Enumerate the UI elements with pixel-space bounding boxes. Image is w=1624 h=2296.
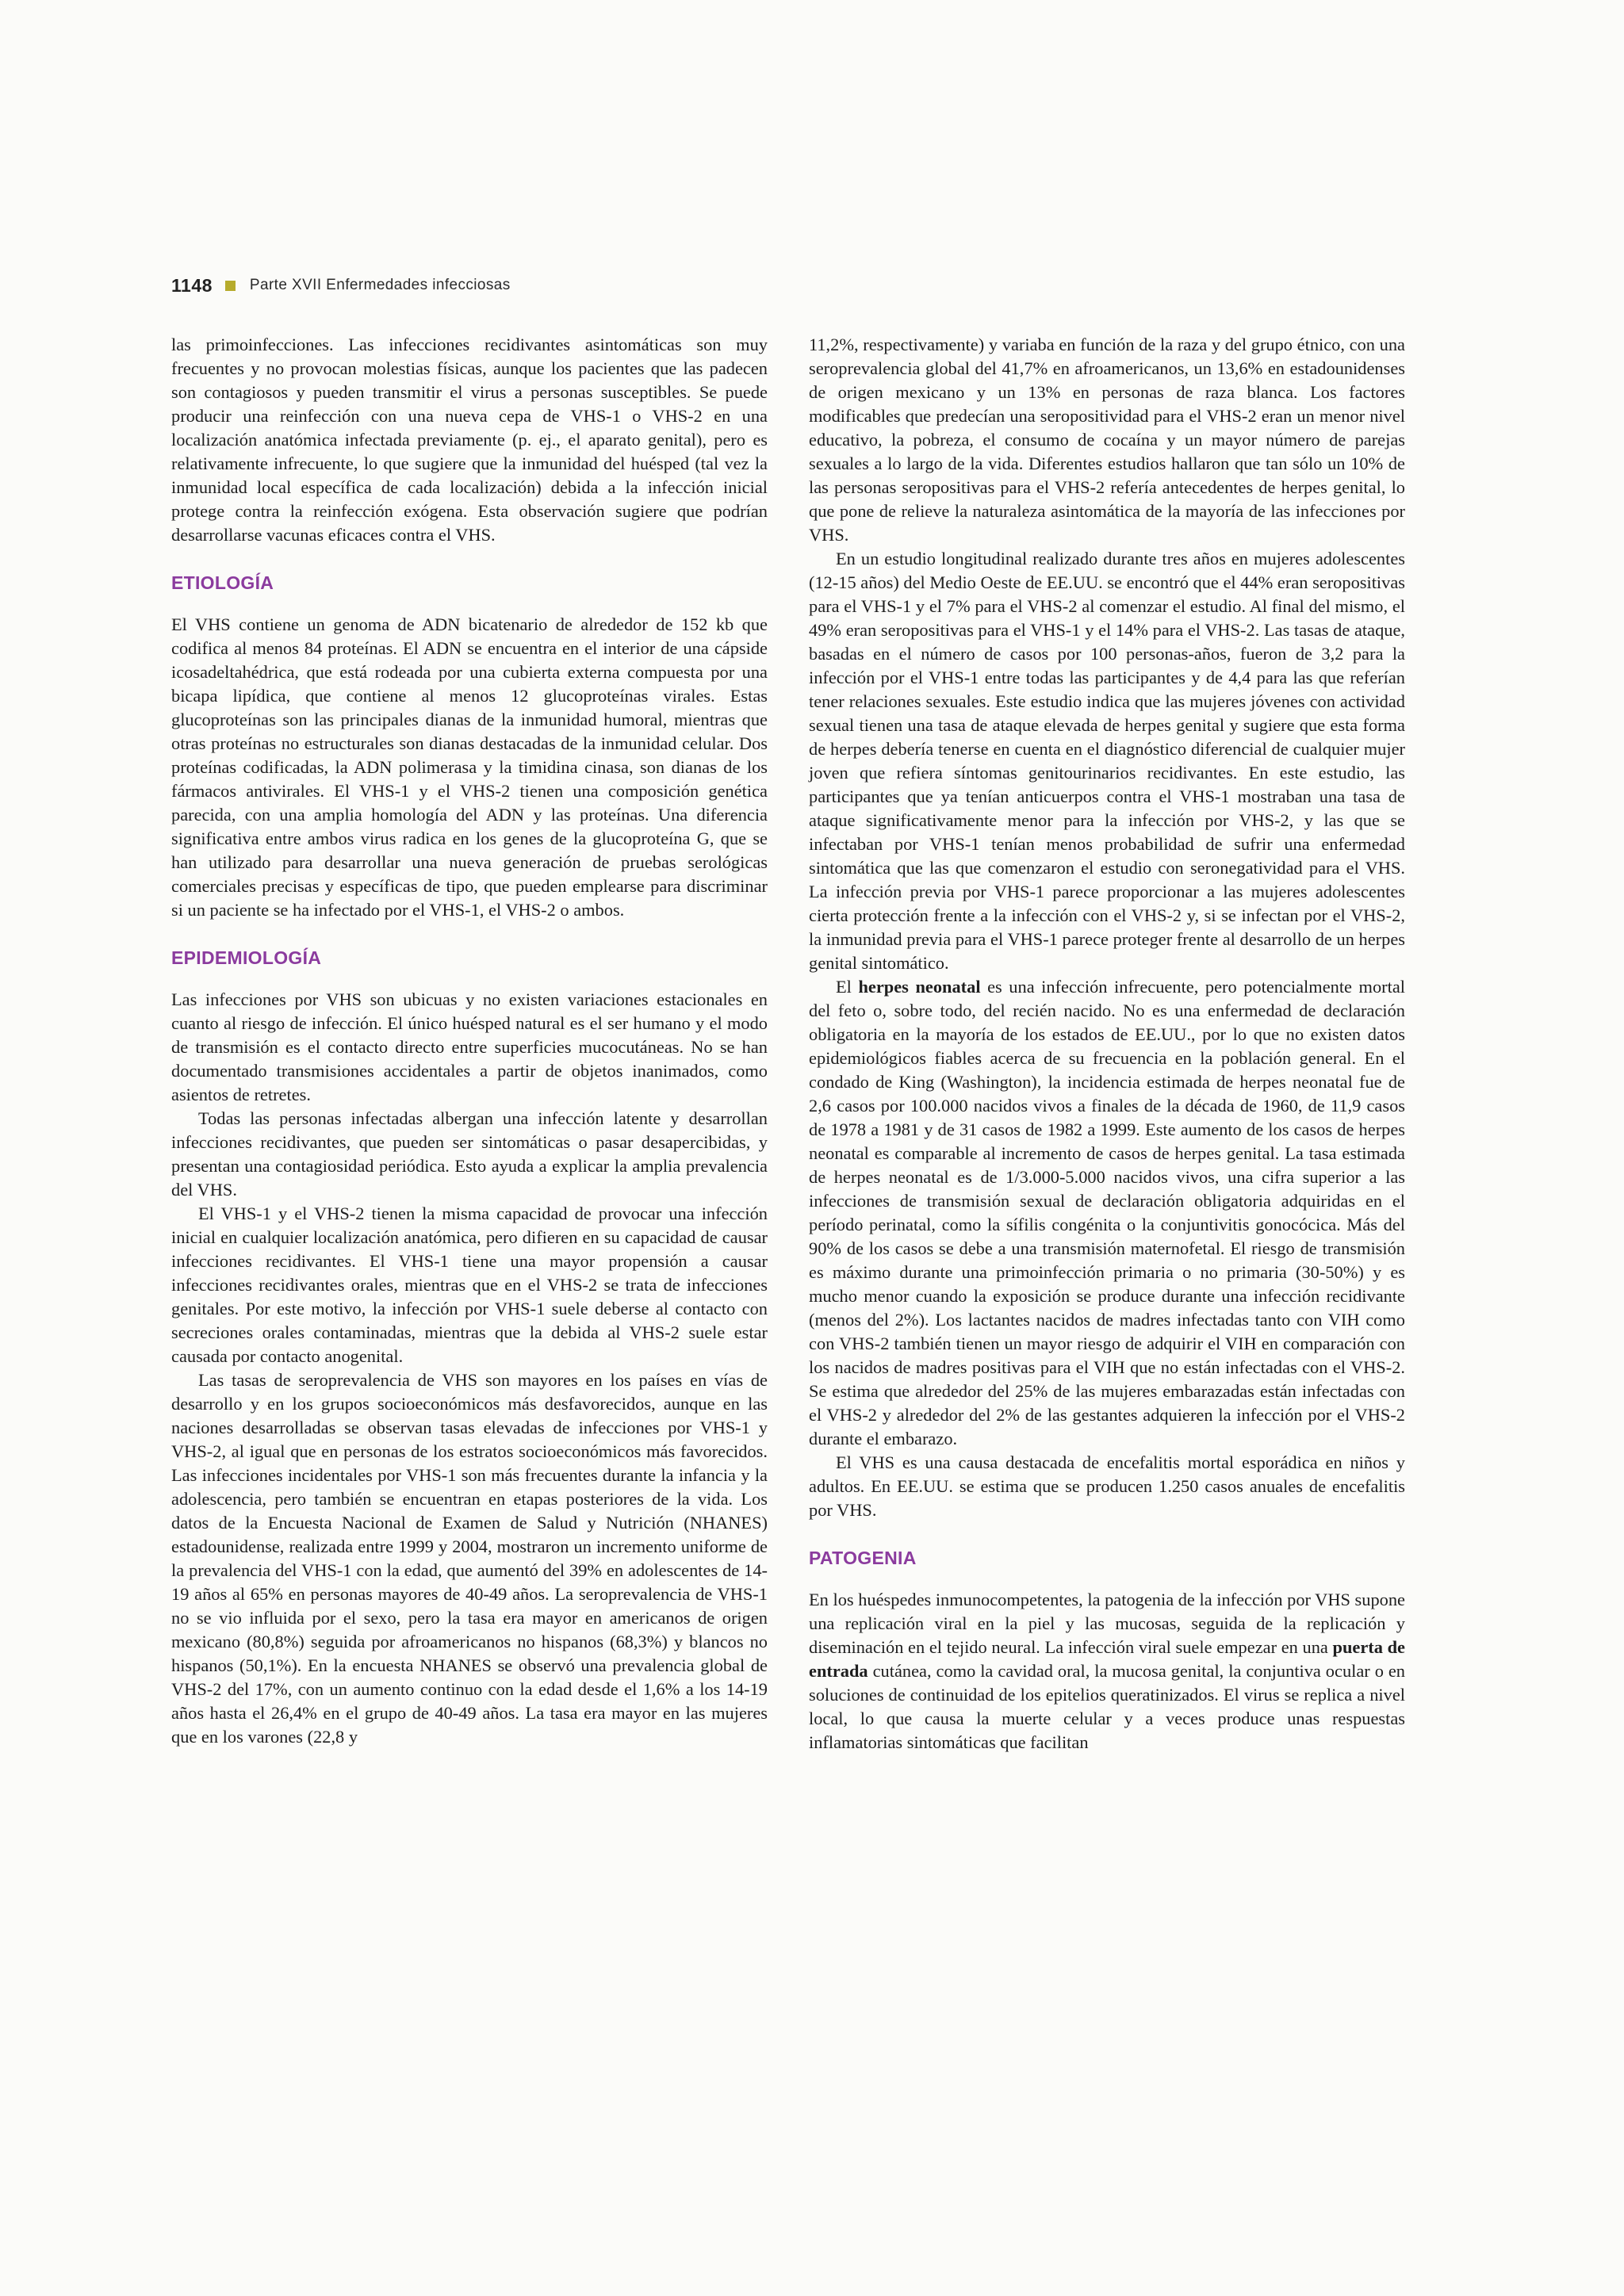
heading-epidemiologia: EPIDEMIOLOGÍA bbox=[171, 947, 322, 968]
paragraph-epidemiologia-4: Las tasas de seroprevalencia de VHS son mayores en los países en vías de desarrollo y en los grupos socioeconómicos más desfavorecidos, aunque en las naciones desarrolladas se observan tasas elevadas de infecciones por VHS-1 y VHS-2, al igual que en personas de los estratos socioeconómicos más favorecidos. Las infecciones incidentales por VHS-1 son más frecuentes durante la infancia y la adolescencia, pero también se encuentran en etapas posteriores de la vida. Los datos de la Encuesta Nacional de Examen de Salud y Nutrición (NHANES) estadounidense, realizada entre 1999 y 2004, mostraron un incremento uniforme de la prevalencia del VHS-1 con la edad, que aumentó del 39% en adolescentes de 14-19 años al 65% en personas mayores de 40-49 años. La seroprevalencia de VHS-1 no se vio influida por el sexo, pero la tasa era mayor en americanos de origen mexicano (80,8%) seguida por afroamericanos no hispanos (68,3%) y blancos no hispanos (50,1%). En la encuesta NHANES se observó una prevalencia global de VHS-2 del 17%, con un aumento continuo con la edad desde el 1,6% a los 14-19 años hasta el 26,4% en el grupo de 40-49 años. La tasa era mayor en las mujeres que en los varones (22,8 y bbox=[171, 1370, 768, 1747]
header-square-icon bbox=[225, 281, 236, 291]
paragraph-intro: las primoinfecciones. Las infecciones recidivantes asintomáticas son muy frecuentes y no provocan molestias físicas, aunque los pacientes que las padecen son contagiosos y pueden transmitir el virus a personas susceptibles. Se puede producir una reinfección con una nueva cepa de VHS-1 o VHS-2 en una localización anatómica infectada previamente (p. ej., el aparato genital), pero es relativamente infrecuente, lo que sugiere que la inmunidad del huésped (tal vez la inmunidad local específica de cada localización) debida a la infección inicial protege contra la reinfección exógena. Esta observación sugiere que podrían desarrollarse vacunas eficaces contra el VHS. bbox=[171, 335, 768, 545]
term-puerta-de-entrada: puerta de entrada bbox=[809, 1637, 1405, 1681]
page-header bbox=[171, 274, 511, 297]
heading-patogenia: PATOGENIA bbox=[809, 1548, 917, 1568]
paragraph-encefalitis: El VHS es una causa destacada de encefalitis mortal esporádica en niños y adultos. En EE.UU. se estima que se producen 1.250 casos anuales de encefalitis por VHS. bbox=[809, 1452, 1405, 1520]
paragraph-continuation: 11,2%, respectivamente) y variaba en función de la raza y del grupo étnico, con una seroprevalencia global del 41,7% en afroamericanos, un 13,6% en estadounidenses de origen mexicano y un 13% en personas de raza blanca. Los factores modificables que predecían una seropositividad para el VHS-2 eran un menor nivel educativo, la pobreza, el consumo de cocaína y un mayor número de parejas sexuales a lo largo de la vida. Diferentes estudios hallaron que tan sólo un 10% de las personas seropositivas para el VHS-2 refería antecedentes de herpes genital, lo que pone de relieve la naturaleza asintomática de la mayoría de las infecciones por VHS. bbox=[809, 335, 1405, 545]
paragraph-herpes-neonatal bbox=[809, 975, 1405, 1451]
right-column bbox=[809, 333, 1405, 1755]
page-number: 1148 bbox=[171, 274, 213, 296]
heading-etiologia: ETIOLOGÍA bbox=[171, 572, 274, 593]
paragraph-etiologia: El VHS contiene un genoma de ADN bicatenario de alrededor de 152 kb que codifica al menos 84 proteínas. El ADN se encuentra en el interior de una cápside icosadeltahédrica, que está rodeada por una cubierta externa compuesta por una bicapa lipídica, que contiene al menos 12 glucoproteínas virales. Estas glucoproteínas son las principales dianas de la inmunidad humoral, mientras que otras proteínas no estructurales son dianas destacadas de la inmunidad celular. Dos proteínas codificadas, la ADN polimerasa y la timidina cinasa, son dianas de los fármacos antivirales. El VHS-1 y el VHS-2 tienen una composición genética parecida, con una amplia homología del ADN y las proteínas. Una diferencia significativa entre ambos virus radica en los genes de la glucoproteína G, que se han utilizado para desarrollar una nueva generación de pruebas serológicas comerciales precisas y específicas de tipo, que pueden emplearse para discriminar si un paciente se ha infectado por el VHS-1, el VHS-2 o ambos. bbox=[171, 614, 768, 920]
neonatal-rest: es una infección infrecuente, pero potencialmente mortal del feto o, sobre todo, del recién nacido. No es una enfermedad de declaración obligatoria en la mayoría de los estados de EE.UU., por lo que no existen datos epidemiológicos fiables acerca de su frecuencia en la población general. En el condado de King (Washington), la incidencia estimada de herpes neonatal fue de 2,6 casos por 100.000 nacidos vivos a finales de la década de 1960, de 11,9 casos de 1978 a 1981 y de 31 casos de 1982 a 1999. Este aumento de los casos de herpes neonatal es comparable al incremento de casos de herpes genital. La tasa estimada de herpes neonatal es de 1/3.000-5.000 nacidos vivos, una cifra superior a las infecciones de transmisión sexual de declaración obligatoria adquiridas en el período perinatal, como la sífilis congénita o la conjuntivitis gonocócica. Más del 90% de los casos se debe a una transmisión maternofetal. El riesgo de transmisión es máximo durante una primoinfección primaria o no primaria (30-50%) y es mucho menor cuando la exposición se produce durante una infección recidivante (menos del 2%). Los lactantes nacidos de madres infectadas tanto con VIH como con VHS-2 también tienen un mayor riesgo de adquirir el VIH en comparación con los nacidos de madres positivas para el VIH que no están infectadas con el VHS-2. Se estima que alrededor del 25% de las mujeres embarazadas están infectadas con el VHS-2 y alrededor del 2% de las gestantes adquieren la infección por el VHS-2 durante el embarazo. bbox=[809, 977, 1405, 1448]
patogenia-rest: cutánea, como la cavidad oral, la mucosa genital, la conjuntiva ocular o en soluciones de continuidad de los epitelios queratinizados. El virus se replica a nivel local, lo que causa la muerte celular y a veces produce unas respuestas inflamatorias sintomáticas que facilitan bbox=[809, 1661, 1405, 1752]
paragraph-estudio-longitudinal: En un estudio longitudinal realizado durante tres años en mujeres adolescentes (12-15 años) del Medio Oeste de EE.UU. se encontró que el 44% eran seropositivas para el VHS-1 y el 7% para el VHS-2 al comenzar el estudio. Al final del mismo, el 49% eran seropositivas para el VHS-1 y el 14% para el VHS-2. Las tasas de ataque, basadas en el número de casos por 100 personas-años, fueron de 3,2 para la infección por el VHS-1 entre todas las participantes y de 4,4 para las que referían tener relaciones sexuales. Este estudio indica que las mujeres jóvenes con actividad sexual tienen una tasa de ataque elevada de herpes genital y sugiere que esta forma de herpes debería tenerse en cuenta en el diagnóstico diferencial de cualquier mujer joven que refiera síntomas genitourinarios recidivantes. En este estudio, las participantes que ya tenían anticuerpos contra el VHS-1 mostraban una tasa de ataque significativamente menor para la infección por VHS-2, y las que se infectaban por VHS-1 tenían menos probabilidad de sufrir una enfermedad sintomática que las que comenzaron el estudio con seronegatividad para el VHS. La infección previa por VHS-1 parece proporcionar a las mujeres adolescentes cierta protección frente a la infección con el VHS-2 y, si se infectan por el VHS-2, la inmunidad previa para el VHS-1 parece proteger frente al desarrollo de un herpes genital sintomático. bbox=[809, 549, 1405, 973]
running-head: Parte XVII Enfermedades infecciosas bbox=[249, 277, 511, 293]
paragraph-epidemiologia-2: Todas las personas infectadas albergan una infección latente y desarrollan infecciones recidivantes, que pueden ser sintomáticas o pasar desapercibidas, y presentan una contagiosidad periódica. Esto ayuda a explicar la amplia prevalencia del VHS. bbox=[171, 1108, 768, 1200]
paragraph-epidemiologia-3: El VHS-1 y el VHS-2 tienen la misma capacidad de provocar una infección inicial en cualquier localización anatómica, pero difieren en su capacidad de causar infecciones recidivantes. El VHS-1 tiene una mayor propensión a causar infecciones recidivantes orales, mientras que en el VHS-2 se trata de infecciones genitales. Por este motivo, la infección por VHS-1 suele deberse al contacto con secreciones orales contaminadas, mientras que la debida al VHS-2 suele estar causada por contacto anogenital. bbox=[171, 1203, 768, 1366]
neonatal-lead: El bbox=[836, 977, 859, 997]
patogenia-lead: En los huéspedes inmunocompetentes, la patogenia de la infección por VHS supone una replicación viral en la piel y las mucosas, seguida de la replicación y diseminación en el tejido neural. La infección viral suele empezar en una bbox=[809, 1590, 1405, 1657]
paragraph-epidemiologia-1: Las infecciones por VHS son ubicuas y no existen variaciones estacionales en cuanto al riesgo de infección. El único huésped natural es el ser humano y el modo de transmisión es el contacto directo entre superficies mucocutáneas. No se han documentado transmisiones accidentales a partir de objetos inanimados, como asientos de retretes. bbox=[171, 989, 768, 1104]
left-column bbox=[171, 333, 768, 1749]
term-herpes-neonatal: herpes neonatal bbox=[858, 977, 981, 997]
paragraph-patogenia bbox=[809, 1588, 1405, 1755]
